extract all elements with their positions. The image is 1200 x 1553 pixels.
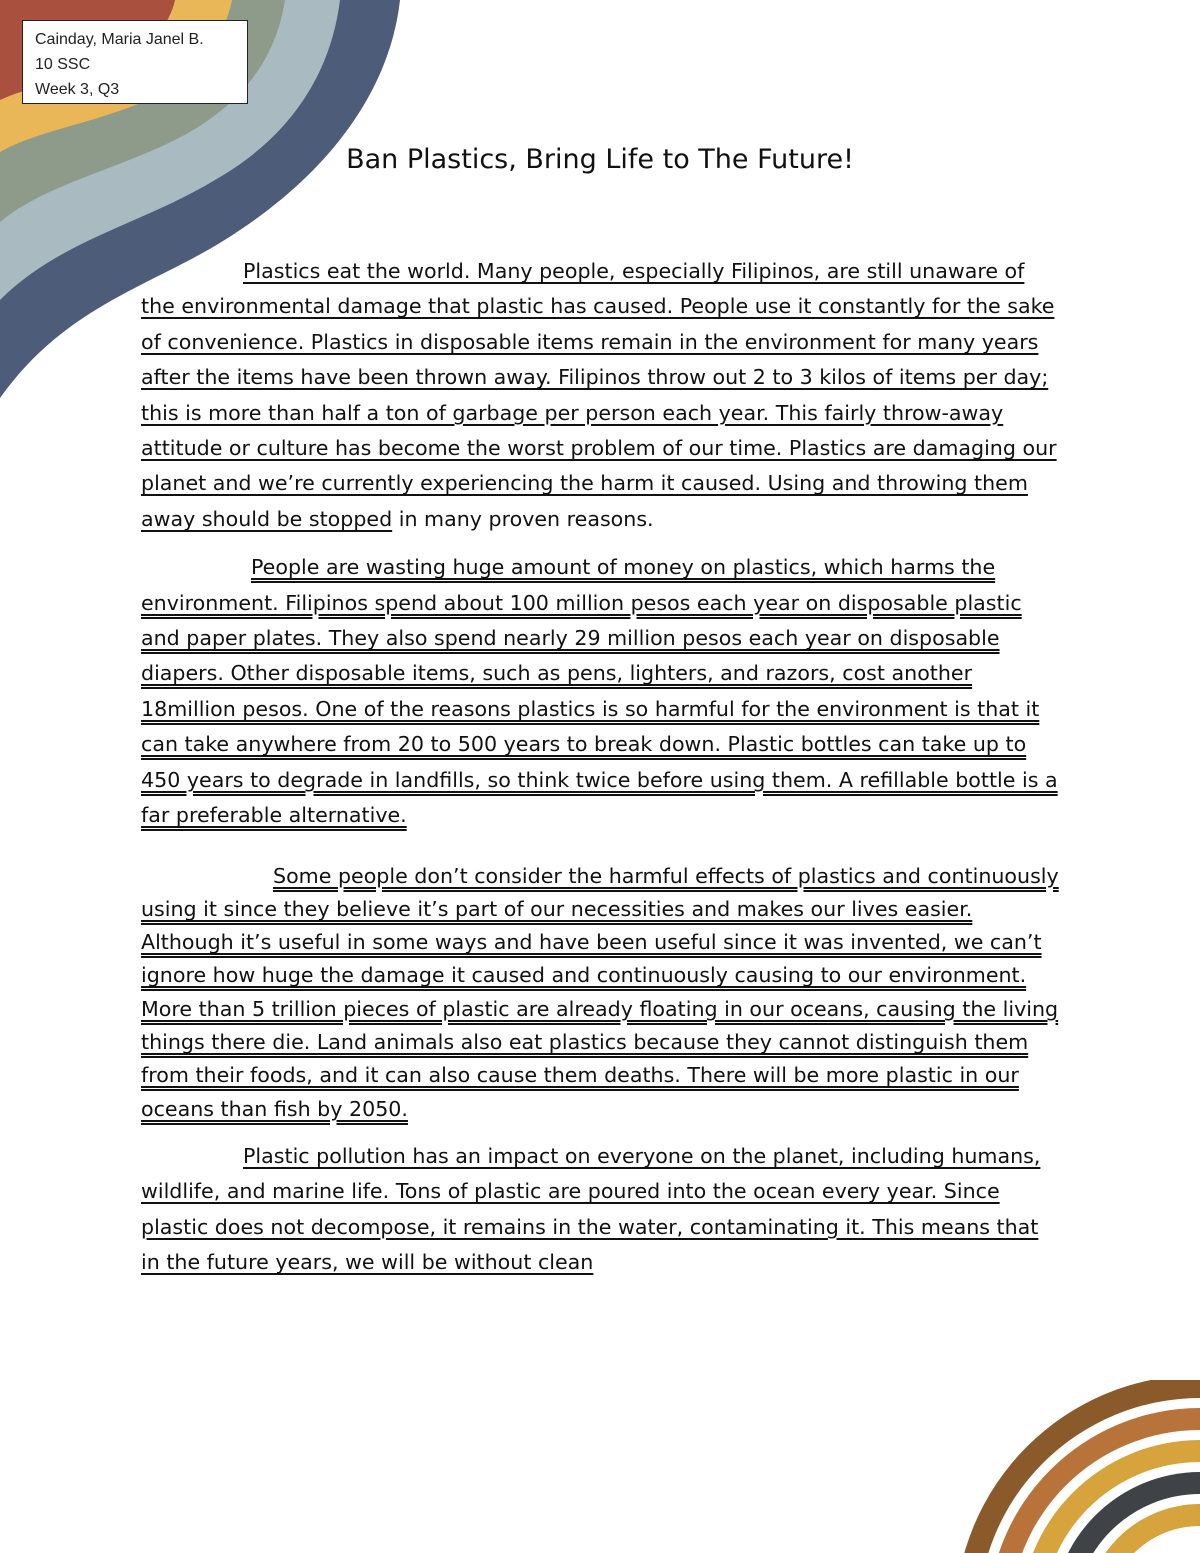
student-name: Cainday, Maria Janel B. — [35, 31, 204, 48]
paragraph-2-text: People are wasting huge amount of money on plastics, which harms the environment. Filipinos spend about 100 million pesos each year on disposable plastic and paper plates. They also spend nearly 29 million pesos each year on disposable diapers. Other disposable items, such as pens, lighters, and razors, cost another 18million pesos. One of the reasons plastics is so harmful for the environment is that it can take anywhere from 20 to 500 years to break down. Plastic bottles can take up to 450 years to degrade in landfills, so think twice before using them. A refillable bottle is a far preferable alternative. — [141, 555, 1058, 828]
paragraph-1-tail: in many proven reasons. — [392, 506, 654, 531]
student-info-box — [22, 20, 248, 104]
paragraph-4 — [141, 1139, 1061, 1281]
paragraph-4-text: Plastic pollution has an impact on everyone on the planet, including humans, wildlife, and marine life. Tons of plastic are poured into the ocean every year. Since plastic does not decompose, it remains in the water, contaminating it. This means that in the future years, we will be without clean — [141, 1143, 1041, 1275]
student-section: 10 SSC — [35, 56, 91, 73]
essay-body — [141, 254, 1061, 1294]
paragraph-3 — [141, 860, 1061, 1126]
paragraph-2 — [141, 550, 1061, 833]
paragraph-1-underlined: Plastics eat the world. Many people, especially Filipinos, are still unaware of the environmental damage that plastic has caused. People use it constantly for the sake of convenience. Plastics in disposable items remain in the environment for many years after the items have been thrown away. Filipinos throw out 2 to 3 kilos of items per day; this is more than half a ton of garbage per person each year. This fairly throw-away attitude or culture has become the worst problem of our time. Plastics are damaging our planet and we’re currently experiencing the harm it caused. Using and throwing them away should be stopped — [141, 259, 1057, 531]
essay-title: Ban Plastics, Bring Life to The Future! — [346, 144, 854, 175]
student-week: Week 3, Q3 — [35, 81, 120, 98]
rainbow-arc-decoration — [840, 1380, 1200, 1553]
paragraph-3-text: Some people don’t consider the harmful effects of plastics and continuously using it since they believe it’s part of our necessities and makes our lives easier. Although it’s useful in some ways and have been useful since it was invented, we can’t ignore how huge the damage it caused and continuously causing to our environment. More than 5 trillion pieces of plastic are already floating in our oceans, causing the living things there die. Land animals also eat plastics because they cannot distinguish them from their foods, and it can also cause them deaths. There will be more plastic in our oceans than fish by 2050. — [141, 863, 1059, 1121]
paragraph-1 — [141, 254, 1061, 537]
